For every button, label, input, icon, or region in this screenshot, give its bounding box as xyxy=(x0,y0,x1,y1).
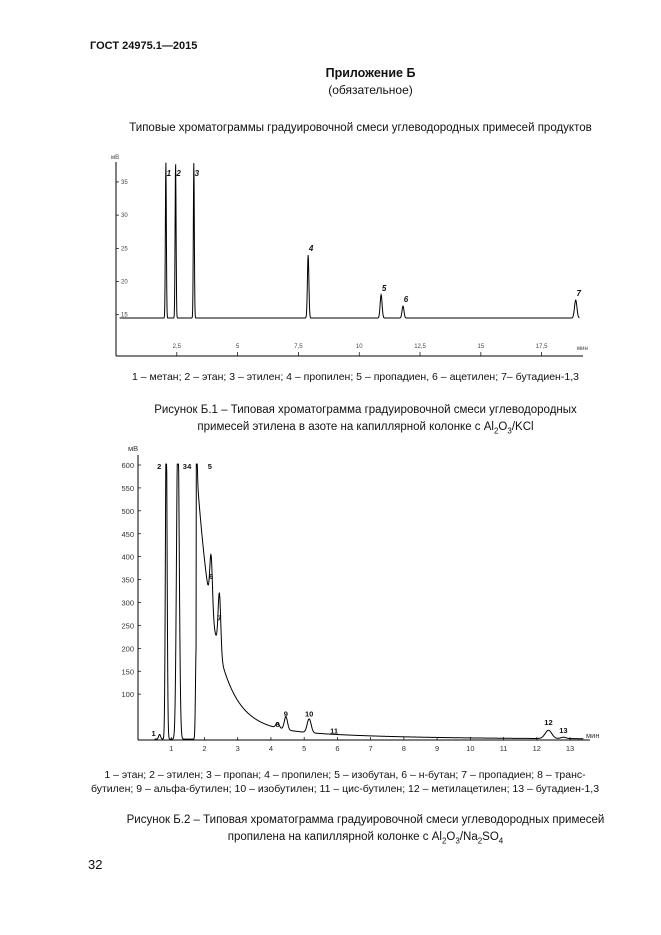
x-tick-label: 9 xyxy=(435,744,440,753)
y-tick-label: 250 xyxy=(121,621,134,631)
y-tick-label: 150 xyxy=(121,667,134,677)
peak-label: 6 xyxy=(209,572,214,582)
y-tick-label: 300 xyxy=(121,598,134,608)
peak-label: 9 xyxy=(283,709,288,719)
x-axis-label: мин xyxy=(577,346,588,352)
y-tick-label: 600 xyxy=(121,461,134,470)
x-tick-label: 13 xyxy=(565,744,575,753)
x-tick-label: 10 xyxy=(466,744,475,753)
x-tick-label: 2 xyxy=(202,744,207,753)
x-axis-label: мин xyxy=(586,731,600,740)
y-tick-label: 30 xyxy=(121,213,128,220)
figure-2-caption xyxy=(0,812,661,849)
x-tick-label: 5 xyxy=(235,344,240,350)
figure-2-caption-line1: Рисунок Б.2 – Типовая хроматограмма градуировочной смеси углеводородных примесей xyxy=(126,814,605,826)
x-tick-label: 2,5 xyxy=(172,344,181,350)
x-tick-label: 3 xyxy=(235,744,240,753)
x-tick-label: 12,5 xyxy=(414,344,426,350)
figure-2-caption-line2: пропилена на капиллярной колонке с $Al_2O_3/Na_2SO_4$ xyxy=(227,831,504,846)
peak-label: 3 xyxy=(182,462,187,471)
y-tick-label: 400 xyxy=(121,552,134,562)
x-tick-label: 7 xyxy=(368,744,373,753)
peak-label: 4 xyxy=(308,243,314,253)
figure-2-legend xyxy=(60,768,630,796)
y-tick-label: 15 xyxy=(121,312,128,319)
chromatogram-figure-2 xyxy=(100,440,610,760)
peak-label: 1 xyxy=(151,729,156,738)
x-tick-label: 1 xyxy=(169,744,174,753)
x-tick-label: 17,5 xyxy=(535,344,548,350)
appendix-title: Приложение Б xyxy=(325,66,416,80)
figure-2-legend-line2: бутилен; 9 – альфа-бутилен; 10 – изобутилен; 11 – цис-бутилен; 12 – метилацетилен; 13 – бутадиен-1,3 xyxy=(90,783,600,795)
y-tick-label: 550 xyxy=(121,483,134,493)
y-tick-label: 500 xyxy=(121,506,134,516)
peak-label: 7 xyxy=(217,613,222,623)
chromatogram-1-trace xyxy=(120,163,580,318)
peak-label: 6 xyxy=(403,295,409,305)
x-tick-label: 7,5 xyxy=(294,344,303,350)
intro-text: Типовые хроматограммы градуировочной смеси углеводородных примесей продуктов xyxy=(129,122,592,134)
peak-label: 1 xyxy=(166,169,172,178)
document-standard-header: ГОСТ 24975.1—2015 xyxy=(90,40,198,52)
x-tick-label: 4 xyxy=(268,744,274,753)
y-axis-label: мВ xyxy=(128,444,139,453)
chromatogram-2-trace xyxy=(155,464,584,739)
x-tick-label: 6 xyxy=(335,744,340,753)
x-tick-label: 15 xyxy=(477,344,485,350)
peak-label: 7 xyxy=(576,289,581,299)
figure-1-legend: 1 – метан; 2 – этан; 3 – этилен; 4 – пропилен; 5 – пропадиен, 6 – ацетилен; 7– бутадиен-1,3 xyxy=(132,371,579,383)
y-tick-label: 100 xyxy=(121,690,134,700)
y-tick-label: 200 xyxy=(121,644,134,654)
peak-label: 4 xyxy=(187,462,192,471)
peak-label: 5 xyxy=(381,283,387,293)
y-tick-label: 35 xyxy=(121,179,128,186)
peak-label: 11 xyxy=(330,726,339,736)
peak-label: 5 xyxy=(207,462,212,471)
figure-2-legend-line1: 1 – этан; 2 – этилен; 3 – пропан; 4 – пропилен; 5 – изобутан, 6 – н-бутан; 7 – пропадиен; 8 – транс- xyxy=(104,769,586,781)
peak-label: 2 xyxy=(176,169,181,178)
peak-label: 8 xyxy=(275,719,280,729)
x-tick-label: 11 xyxy=(499,744,508,753)
peak-label: 3 xyxy=(194,169,200,178)
figure-1-caption-line1: Рисунок Б.1 – Типовая хроматограмма градуировочной смеси углеводородных xyxy=(154,404,577,416)
peak-label: 12 xyxy=(544,717,553,727)
y-tick-label: 25 xyxy=(121,246,128,253)
y-tick-label: 450 xyxy=(121,529,134,539)
x-tick-label: 8 xyxy=(401,744,406,753)
x-tick-label: 12 xyxy=(532,744,541,753)
y-tick-label: 20 xyxy=(121,279,128,286)
x-tick-label: 5 xyxy=(302,744,307,753)
page-number: 32 xyxy=(88,857,103,872)
chromatogram-figure-1 xyxy=(100,150,605,360)
peak-label: 10 xyxy=(304,709,314,719)
figure-1-caption-line2: примесей этилена в азоте на капиллярной колонке с $Al_2O_3$/KCl xyxy=(197,421,534,436)
appendix-status: (обязательное) xyxy=(328,83,413,97)
y-tick-label: 350 xyxy=(121,575,134,585)
y-axis-label: мВ xyxy=(111,155,120,161)
x-tick-label: 10 xyxy=(355,344,363,350)
peak-label: 2 xyxy=(157,462,162,471)
figure-1-caption xyxy=(0,402,661,439)
peak-label: 13 xyxy=(559,726,568,736)
